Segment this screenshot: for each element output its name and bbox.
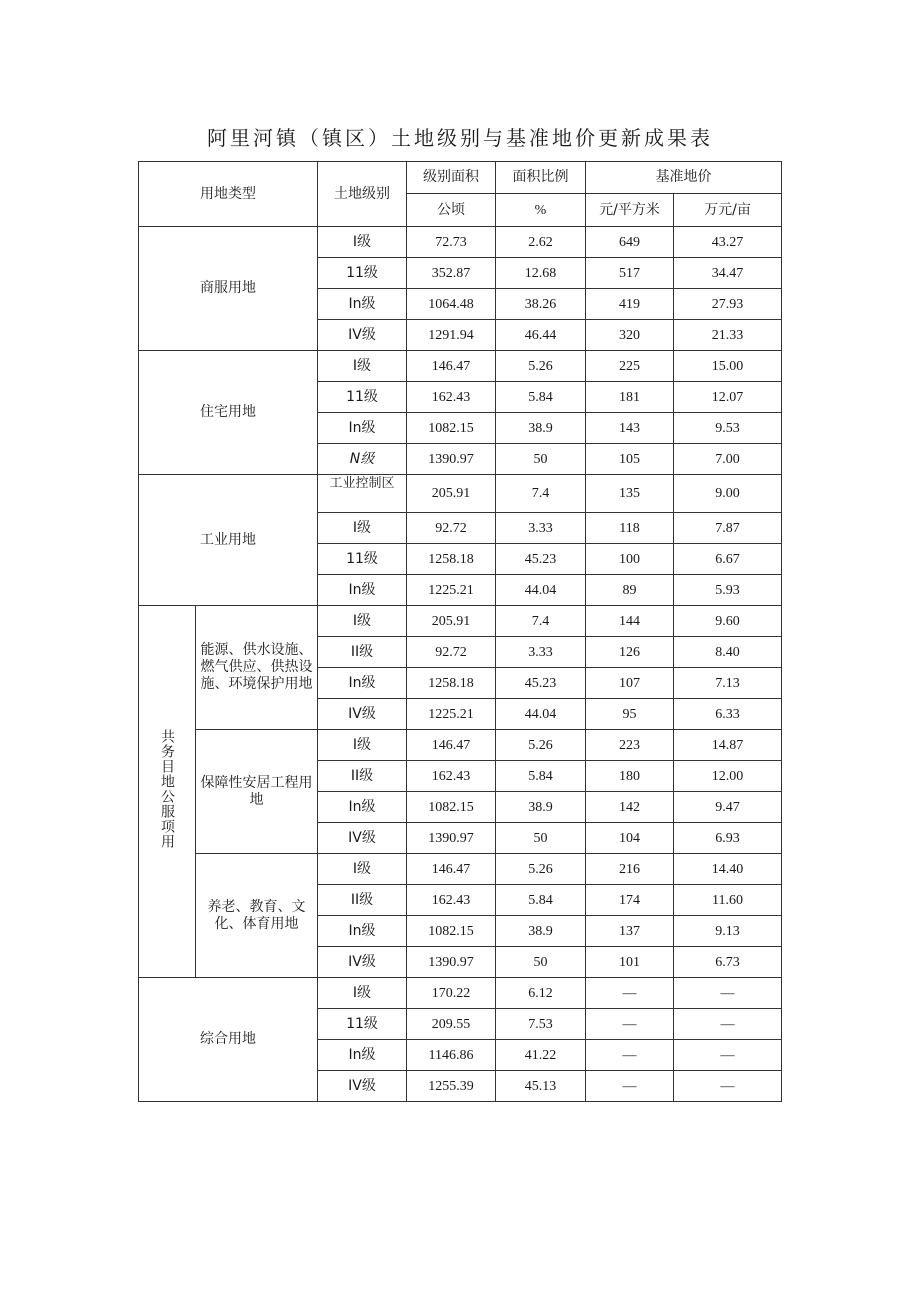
table-row	[139, 730, 782, 761]
price-wan-cell: 15.00	[674, 351, 782, 382]
area-cell: 1258.18	[407, 668, 496, 699]
header-price-unit-sqm: 元/平方米	[586, 194, 674, 227]
ratio-cell: 6.12	[496, 978, 586, 1009]
page-title: 阿里河镇（镇区）土地级别与基准地价更新成果表	[207, 126, 713, 150]
header-use-type: 用地类型	[139, 162, 318, 227]
header-area: 级别面积	[407, 162, 496, 194]
price-yuan-cell: 89	[586, 575, 674, 606]
ratio-cell: 50	[496, 823, 586, 854]
price-wan-cell: 6.93	[674, 823, 782, 854]
price-wan-cell: 14.87	[674, 730, 782, 761]
level-cell: 11级	[318, 258, 407, 289]
price-yuan-cell: 223	[586, 730, 674, 761]
price-wan-cell: 9.47	[674, 792, 782, 823]
header-ratio-unit: %	[496, 194, 586, 227]
area-cell: 1146.86	[407, 1040, 496, 1071]
header-base-price: 基准地价	[586, 162, 782, 194]
level-cell: In级	[318, 1040, 407, 1071]
area-cell: 1225.21	[407, 575, 496, 606]
ratio-cell: 38.9	[496, 413, 586, 444]
price-yuan-cell: —	[586, 1040, 674, 1071]
level-cell: 11级	[318, 382, 407, 413]
price-wan-cell: 8.40	[674, 637, 782, 668]
area-cell: 1082.15	[407, 413, 496, 444]
price-wan-cell: 27.93	[674, 289, 782, 320]
header-area-unit: 公顷	[407, 194, 496, 227]
header-land-level: 土地级别	[318, 162, 407, 227]
area-cell: 146.47	[407, 730, 496, 761]
area-cell: 1082.15	[407, 792, 496, 823]
price-yuan-cell: 180	[586, 761, 674, 792]
price-wan-cell: 9.13	[674, 916, 782, 947]
table-row	[139, 351, 782, 382]
subgroup-name-utilities: 能源、供水设施、燃气供应、供热设施、环境保护用地	[196, 606, 318, 730]
ratio-cell: 5.84	[496, 382, 586, 413]
level-cell: I级	[318, 730, 407, 761]
subgroup-name-culture: 养老、教育、文化、体育用地	[196, 854, 318, 978]
price-wan-cell: 9.00	[674, 475, 782, 513]
price-wan-cell: 6.73	[674, 947, 782, 978]
ratio-cell: 45.13	[496, 1071, 586, 1102]
price-wan-cell: 14.40	[674, 854, 782, 885]
group-name-mixed: 综合用地	[139, 978, 318, 1102]
area-cell: 205.91	[407, 606, 496, 637]
price-yuan-cell: —	[586, 1009, 674, 1040]
price-yuan-cell: 126	[586, 637, 674, 668]
price-wan-cell: 5.93	[674, 575, 782, 606]
ratio-cell: 5.26	[496, 854, 586, 885]
ratio-cell: 45.23	[496, 668, 586, 699]
level-cell: I级	[318, 513, 407, 544]
area-cell: 72.73	[407, 227, 496, 258]
level-cell: In级	[318, 916, 407, 947]
ratio-cell: 41.22	[496, 1040, 586, 1071]
ratio-cell: 7.53	[496, 1009, 586, 1040]
area-cell: 162.43	[407, 761, 496, 792]
level-cell: N级	[318, 444, 407, 475]
area-cell: 1291.94	[407, 320, 496, 351]
ratio-cell: 5.26	[496, 351, 586, 382]
ratio-cell: 46.44	[496, 320, 586, 351]
ratio-cell: 50	[496, 947, 586, 978]
table-row	[139, 854, 782, 885]
price-yuan-cell: 320	[586, 320, 674, 351]
price-yuan-cell: 137	[586, 916, 674, 947]
ratio-cell: 38.26	[496, 289, 586, 320]
area-cell: 1225.21	[407, 699, 496, 730]
level-cell: I级	[318, 606, 407, 637]
group-name-commercial: 商服用地	[139, 227, 318, 351]
subgroup-name-housing: 保障性安居工程用地	[196, 730, 318, 854]
price-yuan-cell: 118	[586, 513, 674, 544]
level-cell: IV级	[318, 823, 407, 854]
area-cell: 352.87	[407, 258, 496, 289]
price-yuan-cell: 135	[586, 475, 674, 513]
area-cell: 170.22	[407, 978, 496, 1009]
level-cell: 11级	[318, 544, 407, 575]
price-wan-cell: 21.33	[674, 320, 782, 351]
area-cell: 1255.39	[407, 1071, 496, 1102]
table-row	[139, 978, 782, 1009]
area-cell: 162.43	[407, 885, 496, 916]
price-wan-cell: 12.00	[674, 761, 782, 792]
level-cell: IV级	[318, 1071, 407, 1102]
level-cell: In级	[318, 575, 407, 606]
price-yuan-cell: 216	[586, 854, 674, 885]
area-cell: 1082.15	[407, 916, 496, 947]
price-wan-cell: —	[674, 1009, 782, 1040]
price-yuan-cell: 225	[586, 351, 674, 382]
price-yuan-cell: 100	[586, 544, 674, 575]
level-cell: IV级	[318, 947, 407, 978]
ratio-cell: 5.84	[496, 761, 586, 792]
price-wan-cell: 6.67	[674, 544, 782, 575]
group-name-public	[139, 606, 196, 978]
price-yuan-cell: 104	[586, 823, 674, 854]
price-wan-cell: 34.47	[674, 258, 782, 289]
group-name-residential: 住宅用地	[139, 351, 318, 475]
ratio-cell: 5.26	[496, 730, 586, 761]
level-cell: I级	[318, 227, 407, 258]
price-wan-cell: 9.60	[674, 606, 782, 637]
area-cell: 146.47	[407, 351, 496, 382]
area-cell: 1258.18	[407, 544, 496, 575]
ratio-cell: 3.33	[496, 637, 586, 668]
ratio-cell: 5.84	[496, 885, 586, 916]
price-wan-cell: —	[674, 1040, 782, 1071]
level-cell: 11级	[318, 1009, 407, 1040]
level-cell: I级	[318, 351, 407, 382]
level-cell: II级	[318, 637, 407, 668]
area-cell: 1390.97	[407, 444, 496, 475]
price-yuan-cell: 107	[586, 668, 674, 699]
ratio-cell: 7.4	[496, 475, 586, 513]
header-ratio: 面积比例	[496, 162, 586, 194]
ratio-cell: 7.4	[496, 606, 586, 637]
price-yuan-cell: 174	[586, 885, 674, 916]
ratio-cell: 12.68	[496, 258, 586, 289]
price-wan-cell: 7.87	[674, 513, 782, 544]
price-yuan-cell: 517	[586, 258, 674, 289]
area-cell: 92.72	[407, 637, 496, 668]
price-yuan-cell: 142	[586, 792, 674, 823]
area-cell: 1390.97	[407, 823, 496, 854]
level-cell: II级	[318, 761, 407, 792]
ratio-cell: 44.04	[496, 699, 586, 730]
price-wan-cell: 7.00	[674, 444, 782, 475]
level-cell: In级	[318, 792, 407, 823]
price-wan-cell: 7.13	[674, 668, 782, 699]
price-wan-cell: —	[674, 978, 782, 1009]
price-yuan-cell: —	[586, 978, 674, 1009]
ratio-cell: 3.33	[496, 513, 586, 544]
price-yuan-cell: 101	[586, 947, 674, 978]
ratio-cell: 38.9	[496, 916, 586, 947]
price-yuan-cell: 95	[586, 699, 674, 730]
price-yuan-cell: 143	[586, 413, 674, 444]
table-row	[139, 227, 782, 258]
price-wan-cell: 12.07	[674, 382, 782, 413]
price-wan-cell: 43.27	[674, 227, 782, 258]
area-cell: 205.91	[407, 475, 496, 513]
ratio-cell: 38.9	[496, 792, 586, 823]
ratio-cell: 45.23	[496, 544, 586, 575]
level-cell: I级	[318, 978, 407, 1009]
area-cell: 92.72	[407, 513, 496, 544]
price-wan-cell: 9.53	[674, 413, 782, 444]
table-row	[139, 606, 782, 637]
level-cell: In级	[318, 668, 407, 699]
area-cell: 209.55	[407, 1009, 496, 1040]
level-cell: In级	[318, 289, 407, 320]
level-cell: 工业控制区	[318, 475, 407, 513]
area-cell: 146.47	[407, 854, 496, 885]
price-yuan-cell: 181	[586, 382, 674, 413]
price-yuan-cell: 649	[586, 227, 674, 258]
group-name-industrial: 工业用地	[139, 475, 318, 606]
level-cell: I级	[318, 854, 407, 885]
header-price-unit-mu: 万元/亩	[674, 194, 782, 227]
area-cell: 1064.48	[407, 289, 496, 320]
level-cell: II级	[318, 885, 407, 916]
land-price-table	[138, 161, 782, 1102]
price-wan-cell: 11.60	[674, 885, 782, 916]
ratio-cell: 44.04	[496, 575, 586, 606]
group-name-public-text: 共务目地公服项用	[159, 729, 175, 849]
price-yuan-cell: 419	[586, 289, 674, 320]
price-wan-cell: —	[674, 1071, 782, 1102]
level-cell: IV级	[318, 320, 407, 351]
area-cell: 1390.97	[407, 947, 496, 978]
price-yuan-cell: 144	[586, 606, 674, 637]
table-row	[139, 475, 782, 513]
price-yuan-cell: —	[586, 1071, 674, 1102]
area-cell: 162.43	[407, 382, 496, 413]
level-cell: IV级	[318, 699, 407, 730]
ratio-cell: 2.62	[496, 227, 586, 258]
level-cell: In级	[318, 413, 407, 444]
price-wan-cell: 6.33	[674, 699, 782, 730]
ratio-cell: 50	[496, 444, 586, 475]
price-yuan-cell: 105	[586, 444, 674, 475]
